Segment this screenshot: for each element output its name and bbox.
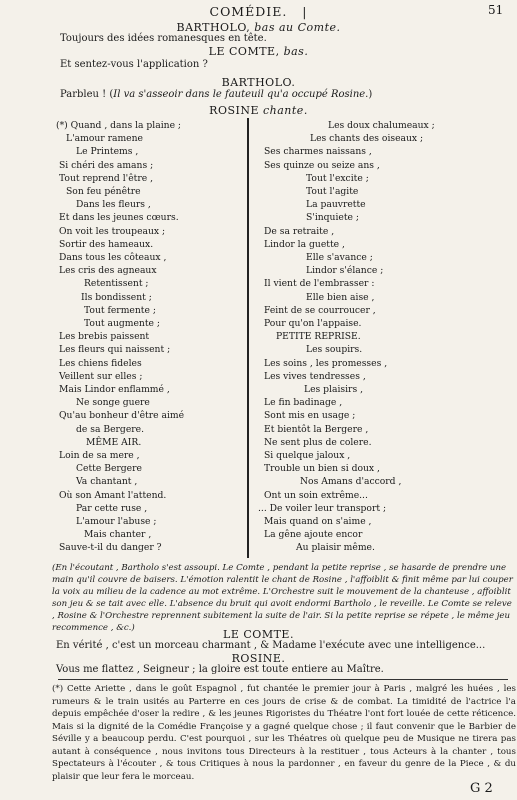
verse-line: Il vient de l'embrasser : <box>264 278 375 290</box>
verse-line: Tout reprend l'être , <box>59 172 153 184</box>
verse-line: Ses quinze ou seize ans , <box>264 159 380 171</box>
verse-line: Et bientôt la Bergere , <box>264 423 369 435</box>
verse-line: Ont un soin extrême... <box>264 489 368 501</box>
verse-line: Tout l'excite ; <box>306 172 369 184</box>
running-title <box>0 4 517 19</box>
verse-line: Les soupirs. <box>306 344 363 356</box>
verse-line: Ne sent plus de colere. <box>264 436 372 448</box>
line-comte-2: En vérité , c'est un morceau charmant , & Madame l'exécute avec une intelligence... <box>56 640 486 651</box>
verse-line: ... De voiler leur transport ; <box>258 502 387 514</box>
speaker-name: BARTHOLO, <box>176 21 251 34</box>
line-bartholo-2 <box>60 89 372 100</box>
line-comte-1: Et sentez-vous l'application ? <box>60 59 208 70</box>
verse-line: De sa retraite , <box>264 225 335 237</box>
stage-direction-block: (En l'écoutant , Bartholo s'est assoupi. Le Comte , pendant la petite reprise , se hasarde de prendre une main qu'il couvre de baisers. L'émotion ralentit le chant de Rosine , l'affoiblit & finit même par lui couper la voix au milieu de la cadence au mot extrême. L'Orchestre suit le mouvement de la chanteuse , affoiblit son jeu & se tait avec elle. L'absence du bruit qui avoit endormi Bartholo , le reveille. Le Comte se releve , Rosine & l'Orchestre reprennent subitement la suite de l'air. Si la petite reprise se répete , le même jeu recommence , &c.) <box>52 563 513 633</box>
verse-line: Nos Amans d'accord , <box>300 476 402 488</box>
verse-line: Ses charmes naissans , <box>264 146 372 158</box>
verse-line: Son feu pénêtre <box>66 186 141 197</box>
verse-line: Elle s'avance ; <box>306 252 373 263</box>
line-text: ) <box>368 89 373 100</box>
footnote-rule <box>58 679 508 680</box>
verse-line: Trouble un bien si doux , <box>264 463 380 475</box>
verse-line: Les brebis paissent <box>59 331 150 343</box>
verse-line: Le fin badinage , <box>264 397 343 409</box>
verse-line: Ils bondissent ; <box>81 291 152 303</box>
verse-line: de sa Bergere. <box>76 423 145 435</box>
verse-line: Où son Amant l'attend. <box>59 489 167 501</box>
verse-line: Si quelque jaloux , <box>264 450 351 461</box>
verse-line: Feint de se courroucer , <box>264 304 376 316</box>
line-rosine-2: Vous me flattez , Seigneur ; la gloire est toute entiere au Maître. <box>56 664 384 675</box>
verse-line: L'amour l'abuse ; <box>76 516 157 527</box>
speaker-rosine-2: ROSINE. <box>231 652 286 665</box>
line-text: Parbleu ! ( <box>60 89 114 100</box>
verse-line: Lindor la guette , <box>264 238 345 250</box>
verse-line: Mais chanter , <box>84 529 152 541</box>
verse-line: Le Printems , <box>76 146 139 158</box>
verse-line: PETITE REPRISE. <box>276 331 361 343</box>
speaker-bartholo-2: BARTHOLO. <box>221 76 296 89</box>
verse-line: Sont mis en usage ; <box>264 410 356 422</box>
verse-line: (*) Quand , dans la plaine ; <box>56 120 182 131</box>
verse-line: Veillent sur elles ; <box>59 370 143 382</box>
verse-line: Sauve-t-il du danger ? <box>59 542 162 554</box>
running-title-mark: | <box>302 4 308 19</box>
verse-line: Mais Lindor enflammé , <box>59 384 170 395</box>
verse-line: Pour qu'on l'appaise. <box>264 318 362 329</box>
speaker-comte-2: LE COMTE. <box>223 628 294 641</box>
verse-line: Les fleurs qui naissent ; <box>59 344 171 356</box>
verse-line: Loin de sa mere , <box>59 450 140 461</box>
verse-line: Si chéri des amans ; <box>59 159 154 171</box>
stage-direction: Il va s'asseoir dans le fauteuil qu'a occupé Rosine. <box>113 89 369 100</box>
speaker-name: ROSINE <box>209 104 259 117</box>
verse-line: Mais quand on s'aime , <box>264 516 372 527</box>
verse-line: Tout l'agite <box>306 186 359 197</box>
verse-line: Tout augmente ; <box>84 318 160 329</box>
verse-line: Par cette ruse , <box>76 502 148 514</box>
speaker-rosine-sings <box>0 104 517 117</box>
line-bartholo-1: Toujours des idées romanesques en tête. <box>60 33 267 44</box>
verse-line: Dans tous les côteaux , <box>59 252 167 263</box>
verse-line: Tout fermente ; <box>84 304 156 316</box>
running-title-text: COMÉDIE. <box>209 4 288 19</box>
signature-mark: G 2 <box>470 781 493 796</box>
verse-line: Au plaisir même. <box>296 542 375 554</box>
verse-line: Les plaisirs , <box>304 384 364 395</box>
verse-line: Cette Bergere <box>76 463 142 475</box>
verse-line: Dans les fleurs , <box>76 199 151 211</box>
verse-line: L'amour ramene <box>66 133 143 145</box>
speaker-comte-1 <box>0 45 517 58</box>
verse-line: MÊME AIR. <box>86 436 142 448</box>
speaker-name: LE COMTE, <box>208 45 280 58</box>
verse-line: La pauvrette <box>306 199 366 211</box>
verse-line: Lindor s'élance ; <box>306 265 384 277</box>
verse-line: Qu'au bonheur d'être aimé <box>59 410 185 422</box>
verse-line: Les chiens fideles <box>59 357 142 369</box>
verse-line: Et dans les jeunes cœurs. <box>59 212 179 224</box>
column-divider <box>247 118 249 558</box>
verse-line: Va chantant , <box>76 476 138 488</box>
verse-line: Les cris des agneaux <box>59 265 157 277</box>
verse-line: Les doux chalumeaux ; <box>328 120 435 131</box>
verse-line: Les chants des oiseaux ; <box>310 133 424 145</box>
verse-line: La gêne ajoute encor <box>264 529 363 541</box>
speaker-note: bas au Comte. <box>254 21 341 34</box>
verse-line: On voit les troupeaux ; <box>59 225 166 237</box>
verse-line: Retentissent ; <box>84 278 149 290</box>
verse-line: S'inquiete ; <box>306 212 359 224</box>
speaker-note: bas. <box>283 45 309 58</box>
verse-line: Ne songe guere <box>76 397 150 409</box>
footnote: (*) Cette Ariette , dans le goût Espagnol , fut chantée le premier jour à Paris , malgré les huées , les rumeurs & le train usités au Parterre en ces jours de crise & de combat. La timidité de l'actrice l'a depuis empêchée d'oser la redire , & les jeunes Rigoristes du Théatre l'ont fort louée de cette réticence. Mais si la dignité de la Comédie Françoise y a gagné quelque chose ; il faut convenir que le Barbier de Séville y a beaucoup perdu. C'est pourquoi , sur les Théatres où quelque peu de Musique ne tirera pas autant à conséquence , nous invitons tous Directeurs à la restituer , tous Acteurs à la chanter , tous Spectateurs à l'écouter , & tous Critiques à nous la pardonner , en faveur du genre de la Piece , & du plaisir que leur fera le morceau. <box>52 684 516 782</box>
verse-line: Les soins , les promesses , <box>264 357 388 369</box>
page-number: 51 <box>488 3 504 17</box>
verse-line: Sortir des hameaux. <box>59 238 154 250</box>
speaker-note: chante. <box>263 104 308 117</box>
verse-line: Les vives tendresses , <box>264 370 366 382</box>
verse-line: Elle bien aise , <box>306 291 375 303</box>
